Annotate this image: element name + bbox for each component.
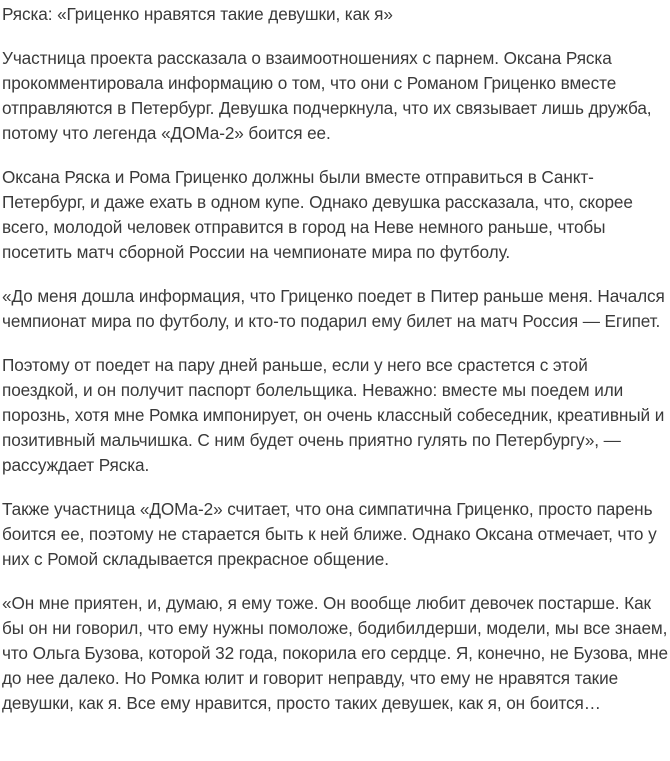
article-paragraph-3: «До меня дошла информация, что Гриценко поедет в Питер раньше меня. Начался чемпионат мира по футболу, и кто-то подарил ему билет на матч Россия — Египет.: [2, 286, 665, 331]
article-paragraph-5: Также участница «ДОМа-2» считает, что она симпатична Гриценко, просто парень боится ее, поэтому не старается быть к ней ближе. Однако Оксана отмечает, что у них с Ромой складывается прекрасное общение.: [2, 499, 657, 569]
article-paragraph-2: Оксана Ряска и Рома Гриценко должны были вместе отправиться в Санкт-Петербург, и даже ехать в одном купе. Однако девушка рассказала, что, скорее всего, молодой человек отправится в город на Неве немного раньше, чтобы посетить матч сборной России на чемпионате мира по футболу.: [2, 167, 633, 262]
article-paragraph-1: Участница проекта рассказала о взаимоотношениях с парнем. Оксана Ряска прокомментировала информацию о том, что они с Романом Гриценко вместе отправляются в Петербург. Девушка подчеркнула, что их связывает лишь дружба, потому что легенда «ДОМа-2» боится ее.: [2, 48, 652, 143]
article: [2, 0, 668, 716]
article-paragraph-6: «Он мне приятен, и, думаю, я ему тоже. Он вообще любит девочек постарше. Как бы он ни говорил, что ему нужны помоложе, бодибилдерши, модели, мы все знаем, что Ольга Бузова, которой 32 года, покорила его сердце. Я, конечно, не Бузова, мне до нее далеко. Но Ромка юлит и говорит неправду, что ему не нравятся такие девушки, как я. Все ему нравится, просто таких девушек, как я, он боится…: [2, 593, 668, 713]
article-title: Ряска: «Гриценко нравятся такие девушки, как я»: [2, 4, 393, 24]
article-paragraph-4: Поэтому от поедет на пару дней раньше, если у него все срастется с этой поездкой, и он получит паспорт болельщика. Неважно: вместе мы поедем или порознь, хотя мне Ромка импонирует, он очень классный собеседник, креативный и позитивный мальчишка. С ним будет очень приятно гулять по Петербургу», — рассуждает Ряска.: [2, 355, 665, 475]
